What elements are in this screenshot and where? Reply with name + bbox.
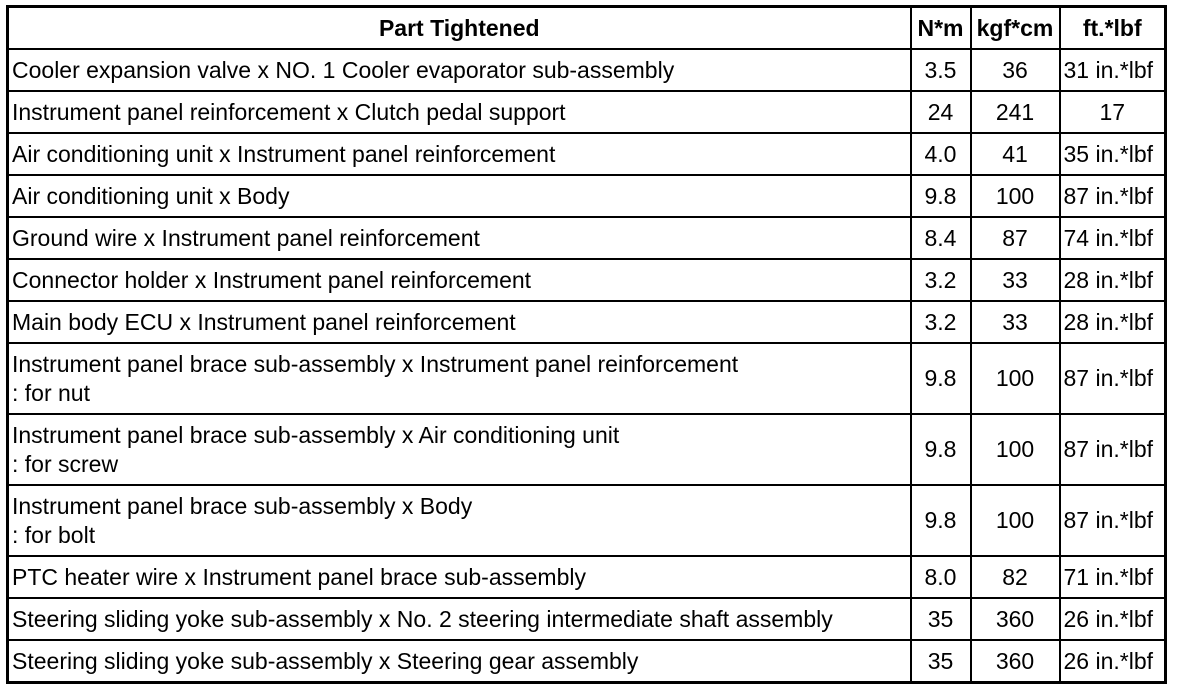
nm-cell: 9.8 <box>911 414 971 485</box>
nm-cell: 9.8 <box>911 175 971 217</box>
kgfcm-cell: 100 <box>971 343 1060 414</box>
nm-cell: 8.0 <box>911 556 971 598</box>
kgfcm-cell: 33 <box>971 301 1060 343</box>
part-cell <box>8 598 911 640</box>
kgfcm-cell: 100 <box>971 175 1060 217</box>
part-label: Connector holder x Instrument panel reinforcement <box>12 266 532 293</box>
table-row <box>8 640 1166 683</box>
header-nm: N*m <box>911 7 971 50</box>
nm-cell: 24 <box>911 91 971 133</box>
part-cell <box>8 217 911 259</box>
table-row <box>8 175 1166 217</box>
part-note: : for bolt <box>12 521 96 548</box>
nm-cell: 4.0 <box>911 133 971 175</box>
ftlbf-cell: 26 in.*lbf <box>1060 598 1166 640</box>
part-label: Ground wire x Instrument panel reinforcement <box>12 224 480 251</box>
table-header-row <box>8 7 1166 50</box>
table-row <box>8 485 1166 556</box>
table-row <box>8 414 1166 485</box>
ftlbf-cell: 31 in.*lbf <box>1060 49 1166 91</box>
part-cell <box>8 91 911 133</box>
part-cell <box>8 49 911 91</box>
part-label: Steering sliding yoke sub-assembly x Steering gear assembly <box>12 647 639 674</box>
part-label: PTC heater wire x Instrument panel brace sub-assembly <box>12 563 586 590</box>
part-cell <box>8 343 911 414</box>
part-label: Instrument panel brace sub-assembly x Air conditioning unit <box>12 421 620 448</box>
table-row <box>8 556 1166 598</box>
header-kgfcm: kgf*cm <box>971 7 1060 50</box>
header-part-tightened: Part Tightened <box>8 7 911 50</box>
ftlbf-cell: 87 in.*lbf <box>1060 485 1166 556</box>
part-label: Cooler expansion valve x NO. 1 Cooler evaporator sub-assembly <box>12 56 675 83</box>
ftlbf-cell: 87 in.*lbf <box>1060 343 1166 414</box>
kgfcm-cell: 41 <box>971 133 1060 175</box>
nm-cell: 3.5 <box>911 49 971 91</box>
ftlbf-cell: 87 in.*lbf <box>1060 175 1166 217</box>
part-label: Steering sliding yoke sub-assembly x No. 2 steering intermediate shaft assembly <box>12 605 833 632</box>
kgfcm-cell: 360 <box>971 640 1060 683</box>
table-row <box>8 343 1166 414</box>
table-row <box>8 598 1166 640</box>
nm-cell: 35 <box>911 640 971 683</box>
ftlbf-cell: 71 in.*lbf <box>1060 556 1166 598</box>
part-label: Instrument panel reinforcement x Clutch pedal support <box>12 98 566 125</box>
kgfcm-cell: 82 <box>971 556 1060 598</box>
torque-spec-table <box>6 5 1167 684</box>
ftlbf-cell: 28 in.*lbf <box>1060 259 1166 301</box>
ftlbf-cell: 26 in.*lbf <box>1060 640 1166 683</box>
nm-cell: 3.2 <box>911 259 971 301</box>
part-note: : for screw <box>12 450 119 477</box>
part-cell <box>8 485 911 556</box>
part-cell <box>8 556 911 598</box>
kgfcm-cell: 33 <box>971 259 1060 301</box>
header-ftlbf: ft.*lbf <box>1060 7 1166 50</box>
ftlbf-cell: 74 in.*lbf <box>1060 217 1166 259</box>
part-cell <box>8 414 911 485</box>
table-row <box>8 133 1166 175</box>
nm-cell: 9.8 <box>911 485 971 556</box>
part-cell <box>8 133 911 175</box>
ftlbf-cell: 87 in.*lbf <box>1060 414 1166 485</box>
torque-spec-document <box>6 5 1167 684</box>
part-cell <box>8 640 911 683</box>
table-row <box>8 49 1166 91</box>
ftlbf-cell: 35 in.*lbf <box>1060 133 1166 175</box>
part-cell <box>8 175 911 217</box>
nm-cell: 35 <box>911 598 971 640</box>
part-cell <box>8 301 911 343</box>
ftlbf-cell: 28 in.*lbf <box>1060 301 1166 343</box>
table-row <box>8 91 1166 133</box>
part-note: : for nut <box>12 379 90 406</box>
nm-cell: 8.4 <box>911 217 971 259</box>
part-label: Air conditioning unit x Instrument panel reinforcement <box>12 140 556 167</box>
part-label: Instrument panel brace sub-assembly x Body <box>12 492 473 519</box>
table-row <box>8 259 1166 301</box>
part-label: Main body ECU x Instrument panel reinforcement <box>12 308 516 335</box>
part-label: Air conditioning unit x Body <box>12 182 290 209</box>
kgfcm-cell: 241 <box>971 91 1060 133</box>
ftlbf-cell: 17 <box>1060 91 1166 133</box>
table-row <box>8 217 1166 259</box>
kgfcm-cell: 100 <box>971 485 1060 556</box>
kgfcm-cell: 100 <box>971 414 1060 485</box>
part-label: Instrument panel brace sub-assembly x Instrument panel reinforcement <box>12 350 739 377</box>
kgfcm-cell: 360 <box>971 598 1060 640</box>
part-cell <box>8 259 911 301</box>
kgfcm-cell: 87 <box>971 217 1060 259</box>
nm-cell: 9.8 <box>911 343 971 414</box>
nm-cell: 3.2 <box>911 301 971 343</box>
table-row <box>8 301 1166 343</box>
kgfcm-cell: 36 <box>971 49 1060 91</box>
